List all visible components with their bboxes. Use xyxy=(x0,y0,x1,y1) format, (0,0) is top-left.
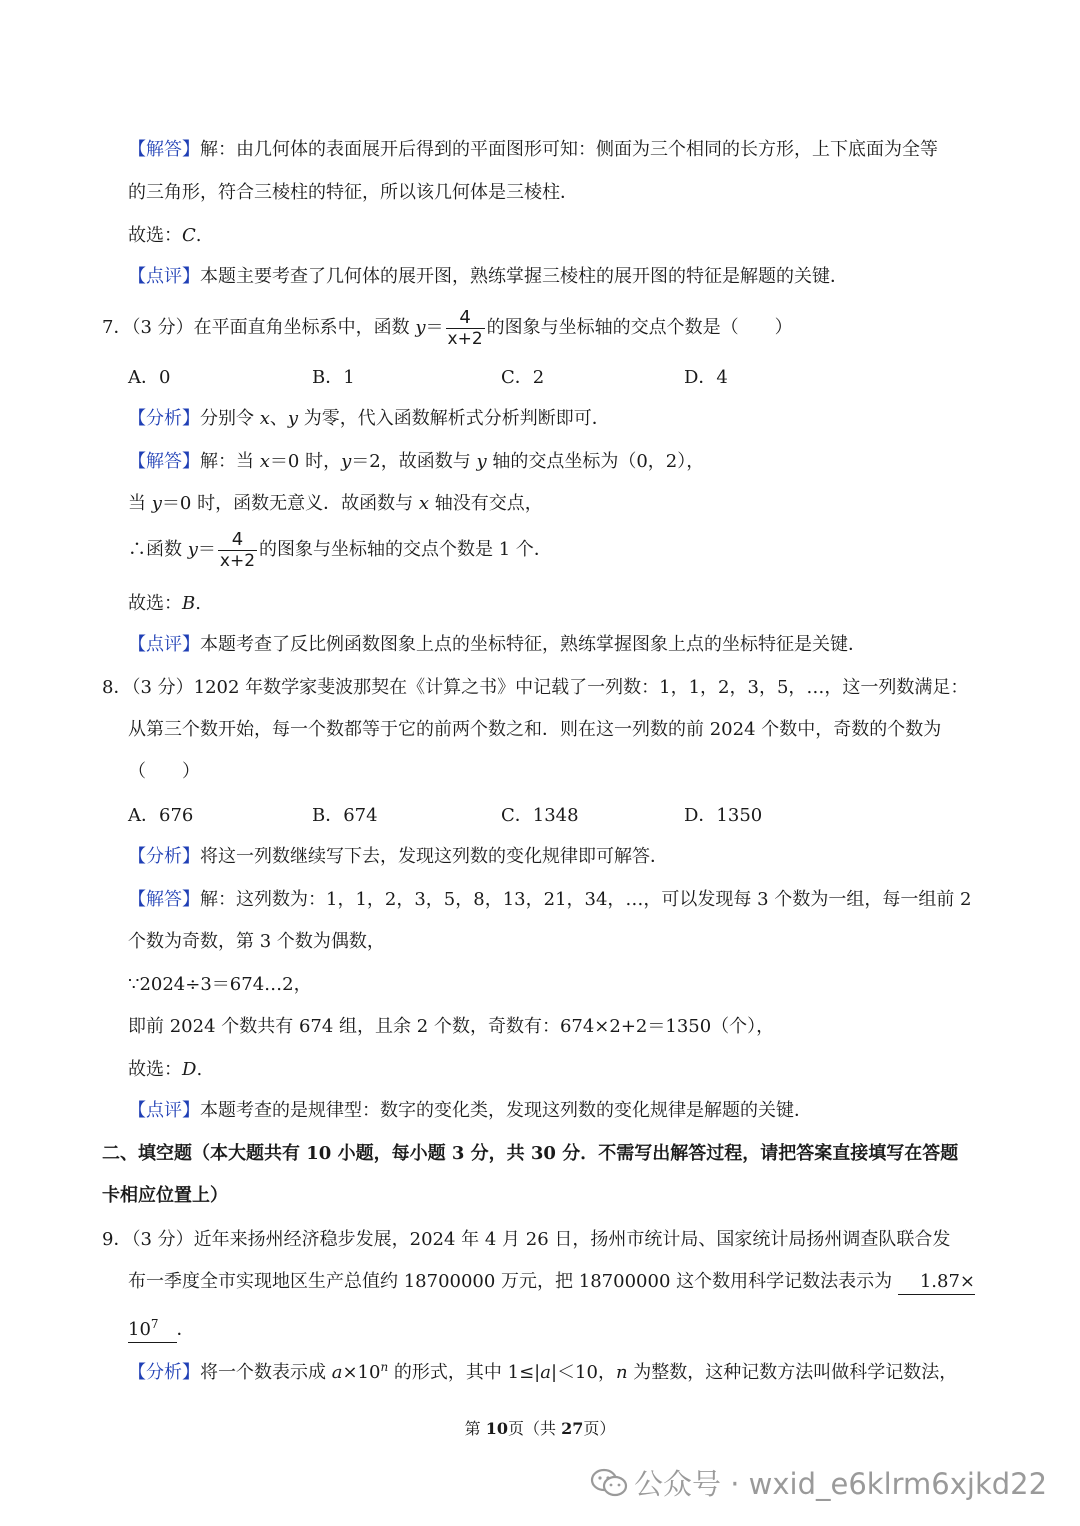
watermark: 公众号 · wxid_e6klrm6xjkd22 xyxy=(590,1462,1047,1506)
q9-answer-blank-b: $10^7$ xyxy=(128,1312,177,1343)
q8-analysis: 【分析】将这一列数继续写下去，发现这列数的变化规律即可解答． xyxy=(128,846,668,867)
q8-answer-line1: 【解答】解：这列数为：1，1，2，3，5，8，13，21，34，…，可以发现每 3 个数为一组，每一组前 2 xyxy=(128,889,972,910)
q7-fraction-2: $\frac{4}{x+2}$ xyxy=(219,528,256,571)
q7-fraction: $\frac{4}{x+2}$ xyxy=(447,306,483,349)
q7-stem: 7．（3 分）在平面直角坐标系中，函数 y＝ $\frac{4}{x+2}$ 的图象与坐标轴的交点个数是（ ） xyxy=(102,306,793,349)
q7-option-a: A．0 xyxy=(128,367,171,388)
q7-choose: 故选：B. xyxy=(128,593,201,614)
q8-option-a: A．676 xyxy=(128,805,194,826)
wechat-icon xyxy=(590,1467,628,1506)
q9-answer-blank-a: 1.87× xyxy=(898,1270,975,1295)
q6-answer-line2: 的三角形，符合三棱柱的特征，所以该几何体是三棱柱． xyxy=(128,182,578,203)
q8-answer-line3: ∵2024÷3＝674…2， xyxy=(128,974,312,995)
q9-stem-line1: 9．（3 分）近年来扬州经济稳步发展，2024 年 4 月 26 日，扬州市统计局、国家统计局扬州调查队联合发 xyxy=(102,1229,951,1250)
q7-option-b: B．1 xyxy=(312,367,355,388)
q8-stem-line1: 8．（3 分）1202 年数学家斐波那契在《计算之书》中记载了一列数：1，1，2，3，5，…，这一列数满足： xyxy=(102,677,969,698)
q8-choose: 故选：D. xyxy=(128,1059,203,1080)
q7-analysis: 【分析】分别令 x、y 为零，代入函数解析式分析判断即可． xyxy=(128,408,610,429)
q7-answer-line2: 当 y＝0 时，函数无意义．故函数与 x 轴没有交点， xyxy=(128,493,543,514)
q9-stem-line2: 布一季度全市实现地区生产总值约 18700000 万元，把 18700000 这个数用科学记数法表示为 1.87× xyxy=(128,1270,975,1295)
q8-stem-line2: 从第三个数开始，每一个数都等于它的前两个数之和．则在这一列数的前 2024 个数中，奇数的个数为 xyxy=(128,719,942,740)
q8-option-b: B．674 xyxy=(312,805,378,826)
q7-answer-line1: 【解答】解：当 x＝0 时，y＝2，故函数与 y 轴的交点坐标为（0，2）， xyxy=(128,451,705,472)
q7-answer-line3: ∴函数 y＝ $\frac{4}{x+2}$ 的图象与坐标轴的交点个数是 1 个． xyxy=(128,528,552,571)
q9-stem-line3: $10^7$ ． xyxy=(128,1312,195,1343)
q8-option-c: C．1348 xyxy=(501,805,579,826)
q7-option-d: D．4 xyxy=(684,367,728,388)
q6-comment: 【点评】本题主要考查了几何体的展开图，熟练掌握三棱柱的展开图的特征是解题的关键． xyxy=(128,266,848,287)
q8-stem-line3: （ ） xyxy=(128,761,200,782)
q8-answer-line4: 即前 2024 个数共有 674 组，且余 2 个数，奇数有：674×2+2＝1350（个）， xyxy=(128,1016,775,1037)
q8-option-d: D．1350 xyxy=(684,805,763,826)
q7-option-c: C．2 xyxy=(501,367,545,388)
page-footer: 第 10页（共 27页） xyxy=(464,1419,616,1438)
q7-comment: 【点评】本题考查了反比例函数图象上点的坐标特征，熟练掌握图象上点的坐标特征是关键． xyxy=(128,634,866,655)
q9-analysis: 【分析】将一个数表示成 $a\times 10^n$ 的形式，其中 1≤|a|＜10，n 为整数，这种记数方法叫做科学记数法， xyxy=(128,1360,958,1383)
q8-comment: 【点评】本题考查的是规律型：数字的变化类，发现这列数的变化规律是解题的关键． xyxy=(128,1100,812,1121)
q6-answer-line1: 【解答】解：由几何体的表面展开后得到的平面图形可知：侧面为三个相同的长方形，上下底面为全等 xyxy=(128,139,938,160)
answer-tag: 【解答】 xyxy=(128,139,200,160)
q6-choose: 故选：C. xyxy=(128,225,202,246)
q8-answer-line2: 个数为奇数，第 3 个数为偶数， xyxy=(128,931,385,952)
section-heading-line1: 二、填空题（本大题共有 10 小题，每小题 3 分，共 30 分．不需写出解答过程，请把答案直接填写在答题 xyxy=(102,1143,959,1164)
section-heading-line2: 卡相应位置上） xyxy=(102,1185,228,1206)
comment-tag: 【点评】 xyxy=(128,266,200,287)
